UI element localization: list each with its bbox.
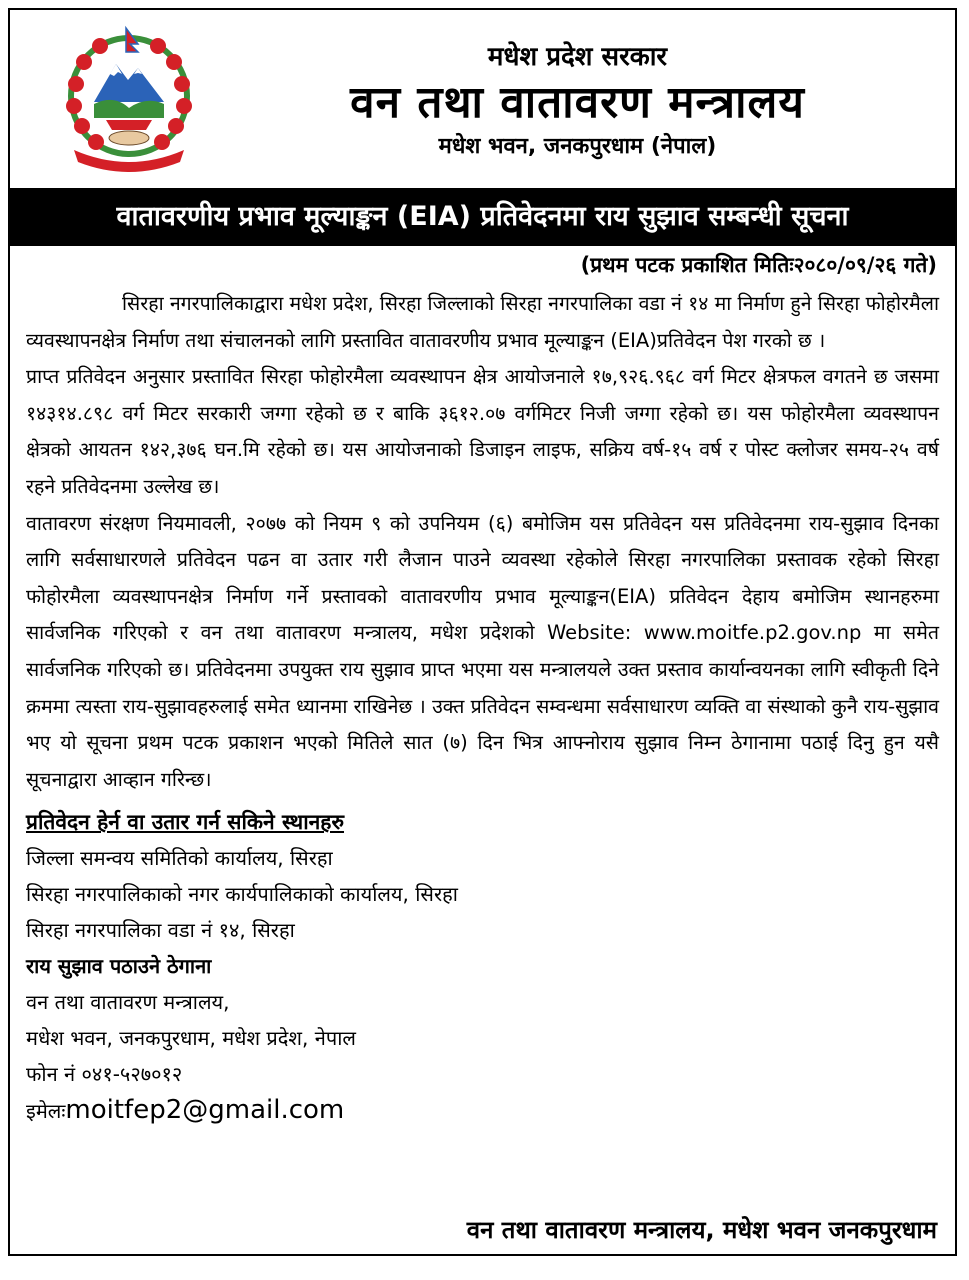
paragraph-area: प्राप्त प्रतिवेदन अनुसार प्रस्तावित सिरहा फोहोरमैला व्यवस्थापन क्षेत्र आयोजनाले १७,९२६.९६८ वर्ग मिटर क्षेत्रफल वगतने छ जसमा १४३१४.८९८ वर्ग मिटर सरकारी जग्गा रहेको छ र बाकि ३६१२.०७ वर्गमिटर निजी जग्गा रहेको छ। यस फोहोरमैला व्यवस्थापन क्षेत्रको आयतन १४२,३७६ घन.मि रहेको छ। यस आयोजनाको डिजाइन लाइफ, सक्रिय वर्ष-१५ वर्ष र पोस्ट क्लोजर समय-२५ वर्ष रहने प्रतिवेदनमा उल्लेख छ।: [26, 365, 939, 498]
contact-line-ministry: वन तथा वातावरण मन्त्रालय,: [26, 990, 230, 1015]
contact-line-address: मधेश भवन, जनकपुरधाम, मधेश प्रदेश, नेपाल: [26, 1026, 356, 1051]
government-name: मधेश प्रदेश सरकार: [487, 42, 668, 72]
ministry-address: मधेश भवन, जनकपुरधाम (नेपाल): [438, 134, 717, 159]
contact-phone: फोन नं ०४१-५२७०१२: [26, 1062, 183, 1087]
notice-body: [10, 282, 955, 798]
publish-date: (प्रथम पटक प्रकाशित मितिः२०८०/०९/२६ गते): [580, 253, 937, 277]
paragraph-regulation: वातावरण संरक्षण नियमावली, २०७७ को नियम ९ को उपनियम (६) बमोजिम यस प्रतिवेदन यस प्रतिवेदनमा राय-सुझाव दिनका लागि सर्वसाधारणले प्रतिवेदन पढन वा उतार गरी लैजान पाउने व्यवस्था रहेकोले सिरहा नगरपालिका प्रस्तावक रहेको सिरहा फोहोरमैला व्यवस्थापनक्षेत्र निर्माण गर्ने प्रस्तावको वातावरणीय प्रभाव मूल्याङ्कन(EIA) प्रतिवेदन देहाय बमोजिम स्थानहरुमा सार्वजनिक गरिएको र वन तथा वातावरण मन्त्रालय, मधेश प्रदेशको Website: www.moitfe.p2.gov.np मा समेत सार्वजनिक गरिएको छ। प्रतिवेदनमा उपयुक्त राय सुझाव प्राप्त भएमा यस मन्त्रालयले उक्त प्रस्ताव कार्यान्वयनका लागि स्वीकृती दिने क्रममा त्यस्ता राय-सुझावहरुलाई समेत ध्यानमा राखिनेछ । उक्त प्रतिवेदन सम्वन्धमा सर्वसाधारण व्यक्ति वा संस्थाको कुनै राय-सुझाव भए यो सूचना प्रथम पटक प्रकाशन भएको मितिले सात (७) दिन भित्र आफ्नोराय सुझाव निम्न ठेगानामा पठाई दिनु हुन यसै सूचनाद्वारा आव्हान गरिन्छ।: [26, 511, 939, 791]
contact-email-row: [26, 1092, 939, 1129]
nepal-emblem-icon: [54, 24, 204, 174]
ministry-name: वन तथा वातावरण मन्त्रालय: [350, 77, 805, 128]
location-item: जिल्ला समन्वय समितिको कार्यालय, सिरहा: [26, 846, 333, 871]
contact-heading: राय सुझाव पठाउने ठेगाना: [26, 954, 212, 979]
email-address[interactable]: moitfep2@gmail.com: [65, 1095, 345, 1126]
location-item: सिरहा नगरपालिकाको नगर कार्यपालिकाको कार्यालय, सिरहा: [26, 882, 458, 907]
locations-heading: प्रतिवेदन हेर्न वा उतार गर्न सकिने स्थानहरु: [26, 810, 344, 835]
notice-header: [10, 10, 955, 188]
email-label: इमेलः: [26, 1099, 66, 1124]
notice-page: [8, 8, 957, 1256]
footer-signature: वन तथा वातावरण मन्त्रालय, मधेश भवन जनकपुरधाम: [466, 1216, 937, 1244]
notice-title-banner: वातावरणीय प्रभाव मूल्याङ्कन (EIA) प्रतिवेदनमा राय सुझाव सम्बन्धी सूचना: [10, 188, 955, 246]
location-item: सिरहा नगरपालिका वडा नं १४, सिरहा: [26, 918, 295, 943]
paragraph-intro: सिरहा नगरपालिकाद्वारा मधेश प्रदेश, सिरहा जिल्लाको सिरहा नगरपालिका वडा नं १४ मा निर्माण हुने सिरहा फोहोरमैला व्यवस्थापनक्षेत्र निर्माण तथा संचालनको लागि प्रस्तावित वातावरणीय प्रभाव मूल्याङ्कन (EIA)प्रतिवेदन पेश गरको छ ।: [26, 292, 939, 352]
header-text-block: [210, 40, 945, 162]
report-locations: [10, 798, 955, 1129]
